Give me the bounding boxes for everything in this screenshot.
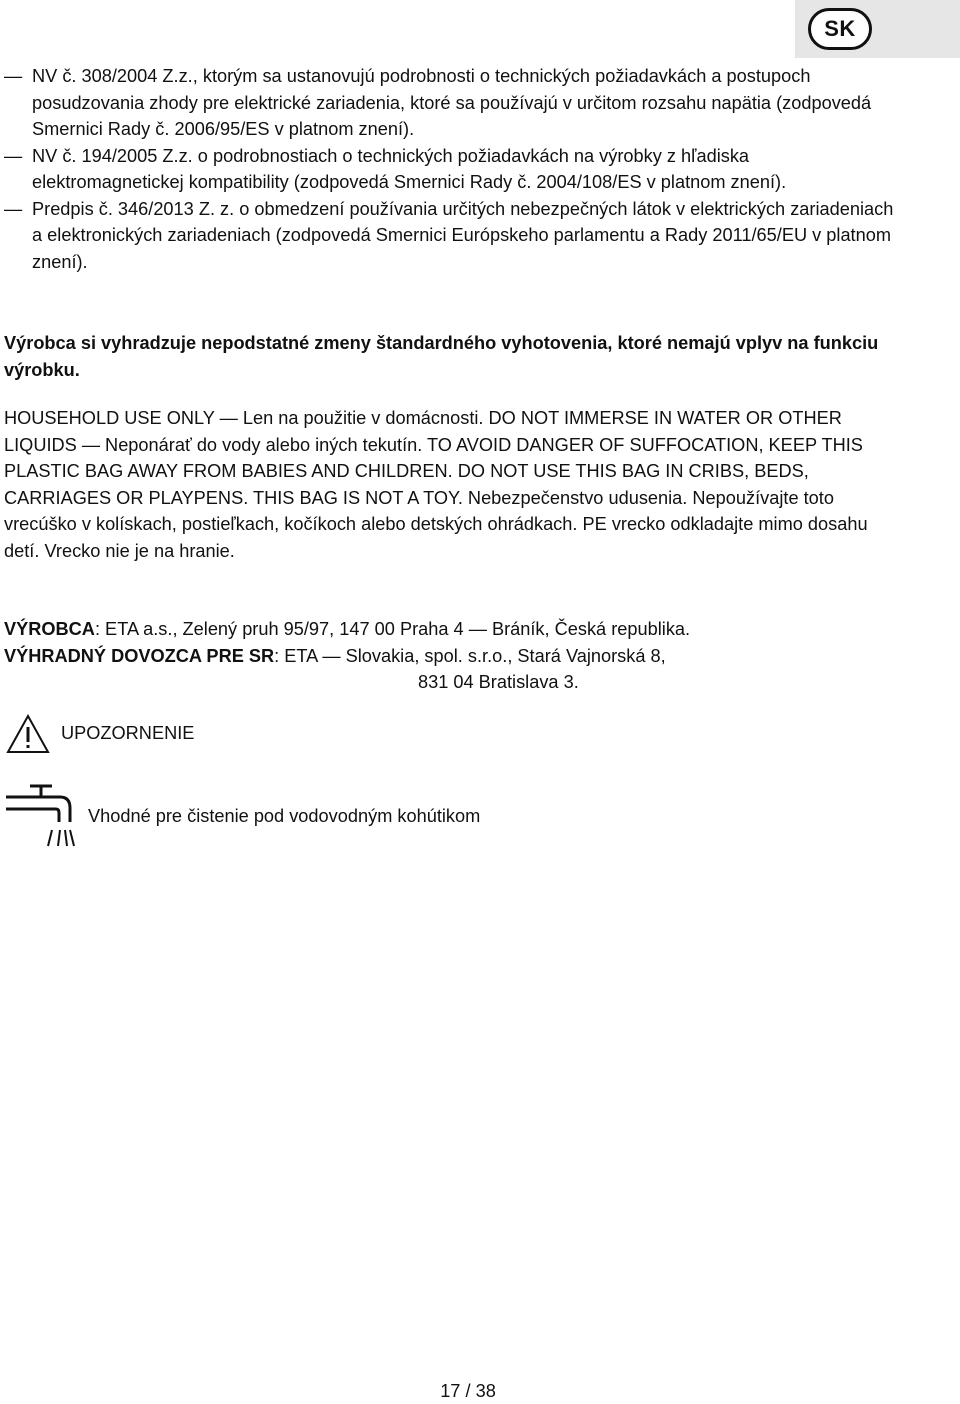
importer-line <box>4 643 904 670</box>
regulation-text: NV č. 194/2005 Z.z. o podrobnostiach o technických požiadavkách na výrobky z hľadiska elektromagnetickej kompatibility (zodpovedá Smernici Rady č. 2004/108/ES v platnom znení). <box>32 145 787 192</box>
list-dash: — <box>4 198 23 219</box>
regulations-list <box>4 63 904 275</box>
importer-address: : ETA — Slovakia, spol. s.r.o., Stará Vajnorská 8, <box>274 645 666 666</box>
manufacturer-address: : ETA a.s., Zelený pruh 95/97, 147 00 Praha 4 — Bráník, Česká republika. <box>94 619 691 639</box>
language-badge: SK <box>808 8 872 50</box>
list-dash: — <box>4 66 23 86</box>
regulation-item <box>4 143 904 196</box>
regulation-item <box>4 63 904 143</box>
importer-address-line2: 831 04 Bratislava 3. <box>418 672 579 692</box>
warning-label: UPOZORNENIE <box>61 723 195 743</box>
page-number: 17 / 38 <box>440 1381 496 1401</box>
contact-block <box>4 616 904 696</box>
regulation-text: Predpis č. 346/2013 Z. z. o obmedzení používania určitých nebezpečných látok v elektrických zariadeniach a elektronických zariadeniach (zodpovedá Smernici Európskeho parlamentu a Rady 2011/65/EU v platnom znení). <box>32 198 894 272</box>
list-dash: — <box>4 145 23 166</box>
manufacturer-label: VÝROBCA <box>4 619 95 639</box>
manufacturer-line <box>4 616 904 643</box>
regulation-text: NV č. 308/2004 Z.z., ktorým sa ustanovujú podrobnosti o technických požiadavkách a postupoch posudzovania zhody pre elektrické zariadenia, ktoré sa používajú v určitom rozsahu napätia (zodpovedá Smernici Rady č. 2006/95/ES v platnom znení). <box>32 66 872 139</box>
household-notice: HOUSEHOLD USE ONLY — Len na použitie v domácnosti. DO NOT IMMERSE IN WATER OR OTHER LIQUIDS — Neponárať do vody alebo iných tekutín. TO AVOID DANGER OF SUFFOCATION, KEEP THIS PLASTIC BAG AWAY FROM BABIES AND CHILDREN. DO NOT USE THIS BAG IN CRIBS, BEDS, CARRIAGES OR PLAYPENS. THIS BAG IS NOT A TOY. Nebezpečenstvo udusenia. Nepoužívajte toto vrecúško v kolískach, postieľkach, kočíkoch alebo detských ohrádkach. PE vrecko odkladajte mimo dosahu detí. Vrecko nie je na hranie. <box>4 408 868 561</box>
importer-label: VÝHRADNÝ DOVOZCA PRE SR <box>4 645 275 666</box>
regulation-item <box>4 196 904 276</box>
cleaning-label: Vhodné pre čistenie pod vodovodným kohútikom <box>88 806 481 826</box>
warning-triangle-icon <box>6 712 50 756</box>
manufacturer-note: Výrobca si vyhradzuje nepodstatné zmeny štandardného vyhotovenia, ktoré nemajú vplyv na funkciu výrobku. <box>4 333 879 380</box>
water-tap-icon <box>2 780 76 857</box>
